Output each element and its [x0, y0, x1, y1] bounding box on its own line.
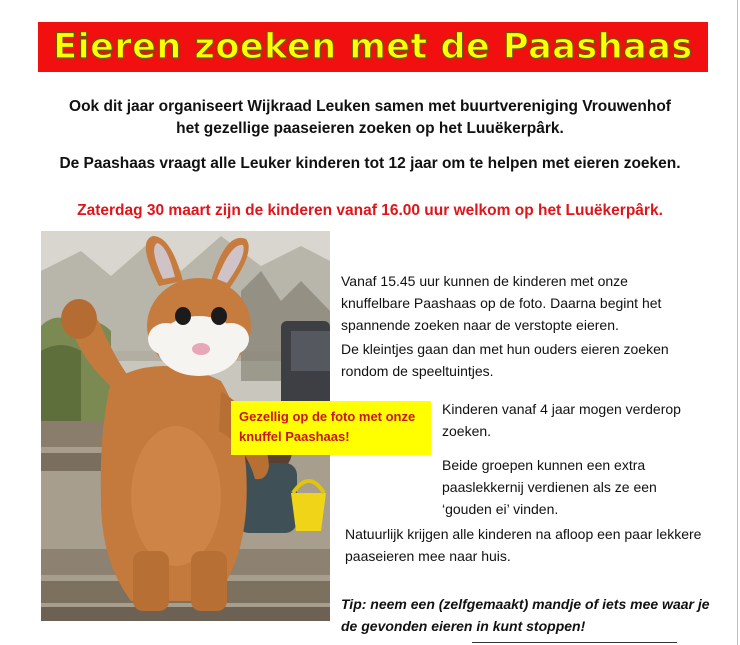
paragraph-golden-egg: Beide groepen kunnen een extra paaslekkernij verdienen als ze een ‘gouden ei’ vinden. — [442, 457, 657, 517]
invitation-line: De Paashaas vraagt alle Leuker kinderen tot 12 jaar om te helpen met eieren zoeken. — [59, 155, 681, 172]
paragraph-older-kids: Kinderen vanaf 4 jaar mogen verderop zoeken. — [442, 401, 681, 439]
intro-paragraph: Ook dit jaar organiseert Wijkraad Leuken samen met buurtvereniging Vrouwenhof het gezellige paaseieren zoeken op het Luuëkerpârk. — [69, 98, 671, 137]
title-banner — [38, 22, 708, 72]
photo-caption: Gezellig op de foto met onze knuffel Paashaas! — [231, 401, 431, 455]
paragraph-photo-time: Vanaf 15.45 uur kunnen de kinderen met onze knuffelbare Paashaas op de foto. Daarna begint het spannende zoeken naar de verstopte eieren. — [341, 273, 662, 333]
event-date-line: Zaterdag 30 maart zijn de kinderen vanaf 16.00 uur welkom op het Luuëkerpârk. — [77, 202, 663, 219]
page-title: Eieren zoeken met de Paashaas — [53, 27, 693, 67]
paragraph-little-ones: De kleintjes gaan dan met hun ouders eieren zoeken rondom de speeltuintjes. — [341, 341, 669, 379]
bottom-rule — [472, 642, 677, 643]
page-edge-line — [737, 0, 738, 645]
tip-text: Tip: neem een (zelfgemaakt) mandje of iets mee waar je de gevonden eieren in kunt stoppen! — [341, 596, 710, 634]
paragraph-take-home: Natuurlijk krijgen alle kinderen na afloop een paar lekkere paaseieren mee naar huis. — [345, 526, 702, 564]
